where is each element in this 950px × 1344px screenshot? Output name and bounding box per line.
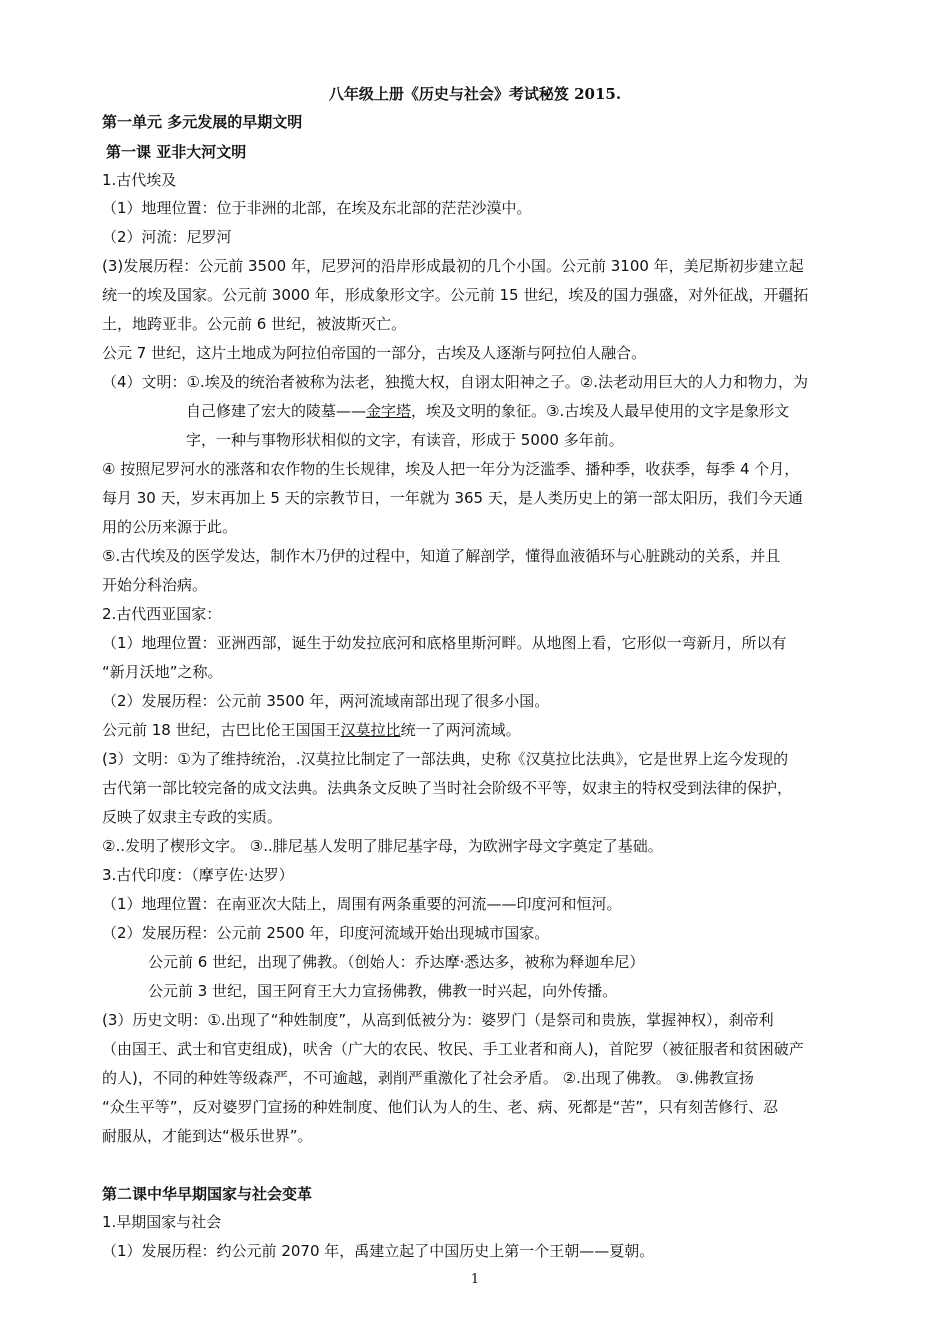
paragraph-line: ⑤.古代埃及的医学发达，制作木乃伊的过程中，知道了解剖学，懂得血液循环与心脏跳动的关系，并且 xyxy=(102,547,781,565)
paragraph-line: 公元 7 世纪，这片土地成为阿拉伯帝国的一部分，古埃及人逐渐与阿拉伯人融合。 xyxy=(102,344,647,362)
section-heading: 1.早期国家与社会 xyxy=(102,1213,222,1231)
paragraph-line: （1）地理位置：在南亚次大陆上，周围有两条重要的河流——印度河和恒河。 xyxy=(102,895,622,913)
paragraph-line: （2）河流：尼罗河 xyxy=(102,228,232,246)
text-span: 公元前 18 世纪，古巴比伦王国国王 xyxy=(102,721,341,739)
paragraph-line: （1）发展历程：约公元前 2070 年，禹建立起了中国历史上第一个王朝——夏朝。 xyxy=(102,1242,655,1260)
paragraph-line: 反映了奴隶主专政的实质。 xyxy=(102,808,283,826)
paragraph-line: 公元前 6 世纪，出现了佛教。（创始人：乔达摩·悉达多，被称为释迦牟尼） xyxy=(148,953,645,971)
underlined-term: 汉莫拉比 xyxy=(340,721,401,739)
paragraph-line: “新月沃地”之称。 xyxy=(102,663,223,681)
paragraph-line: 土，地跨亚非。公元前 6 世纪，被波斯灭亡。 xyxy=(102,315,407,333)
paragraph-line: （1）地理位置：位于非洲的北部，在埃及东北部的茫茫沙漠中。 xyxy=(102,199,532,217)
document-title: 八年级上册《历史与社会》考试秘笈 2015. xyxy=(328,85,622,103)
paragraph-line: （由国王、武士和官吏组成)，吠舍（广大的农民、牧民、手工业者和商人)，首陀罗（被征服者和贫困破产 xyxy=(102,1040,804,1058)
paragraph-line xyxy=(102,716,862,744)
paragraph-line xyxy=(186,397,866,425)
page-number: 1 xyxy=(470,1272,480,1287)
text-span: 统一了两河流域。 xyxy=(400,721,521,739)
paragraph-line: 字，一种与事物形状相似的文字，有读音，形成于 5000 多年前。 xyxy=(186,431,624,449)
paragraph-line: ④ 按照尼罗河水的涨落和农作物的生长规律，埃及人把一年分为泛滥季、播种季，收获季，每季 4 个月， xyxy=(102,460,800,478)
paragraph-line: “众生平等”，反对婆罗门宣扬的种姓制度、他们认为人的生、老、病、死都是“苦”，只有刻苦修行、忍 xyxy=(102,1098,779,1116)
section-heading: 3.古代印度：（摩亨佐·达罗） xyxy=(102,866,294,884)
paragraph-line: (3）文明：①为了维持统治，.汉莫拉比制定了一部法典，史称《汉莫拉比法典》，它是世界上迄今发现的 xyxy=(102,750,789,768)
unit-heading: 第一单元 多元发展的早期文明 xyxy=(102,113,303,131)
lesson-heading: 第二课中华早期国家与社会变革 xyxy=(102,1185,313,1203)
paragraph-line: （4）文明：①.埃及的统治者被称为法老，独揽大权，自诩太阳神之子。②.法老动用巨大的人力和物力，为 xyxy=(102,373,808,391)
underlined-term: 金字塔 xyxy=(366,402,412,420)
lesson-heading: 第一课 亚非大河文明 xyxy=(106,143,247,161)
paragraph-line: 耐服从，才能到达“极乐世界”。 xyxy=(102,1127,313,1145)
paragraph-line: 统一的埃及国家。公元前 3000 年，形成象形文字。公元前 15 世纪，埃及的国力强盛，对外征战，开疆拓 xyxy=(102,286,809,304)
paragraph-line: ②..发明了楔形文字。 ③..腓尼基人发明了腓尼基字母，为欧洲字母文字奠定了基础。 xyxy=(102,837,663,855)
paragraph-line: 的人)，不同的种姓等级森严，不可逾越，剥削严重激化了社会矛盾。 ②.出现了佛教。 ③.佛教宣扬 xyxy=(102,1069,754,1087)
text-span: ，埃及文明的象征。③.古埃及人最早使用的文字是象形文 xyxy=(411,402,790,420)
paragraph-line: 每月 30 天，岁末再加上 5 天的宗教节日，一年就为 365 天，是人类历史上的第一部太阳历，我们今天通 xyxy=(102,489,803,507)
section-heading: 2.古代西亚国家： xyxy=(102,605,222,623)
paragraph-line: 开始分科治病。 xyxy=(102,576,208,594)
paragraph-line: （2）发展历程：公元前 3500 年，两河流域南部出现了很多小国。 xyxy=(102,692,550,710)
paragraph-line: (3)发展历程：公元前 3500 年，尼罗河的沿岸形成最初的几个小国。公元前 3100 年，美尼斯初步建立起 xyxy=(102,257,804,275)
paragraph-line: （2）发展历程：公元前 2500 年，印度河流域开始出现城市国家。 xyxy=(102,924,550,942)
paragraph-line: (3）历史文明：①.出现了“种姓制度”，从高到低被分为：婆罗门（是祭司和贵族，掌握神权），刹帝利 xyxy=(102,1011,774,1029)
paragraph-line: 用的公历来源于此。 xyxy=(102,518,238,536)
paragraph-line: 公元前 3 世纪，国王阿育王大力宣扬佛教，佛教一时兴起，向外传播。 xyxy=(148,982,618,1000)
paragraph-line: （1）地理位置：亚洲西部，诞生于幼发拉底河和底格里斯河畔。从地图上看，它形似一弯新月，所以有 xyxy=(102,634,787,652)
text-span: 自己修建了宏大的陵墓—— xyxy=(186,402,367,420)
section-heading: 1.古代埃及 xyxy=(102,171,177,189)
paragraph-line: 古代第一部比较完备的成文法典。法典条文反映了当时社会阶级不平等，奴隶主的特权受到法律的保护， xyxy=(102,779,793,797)
